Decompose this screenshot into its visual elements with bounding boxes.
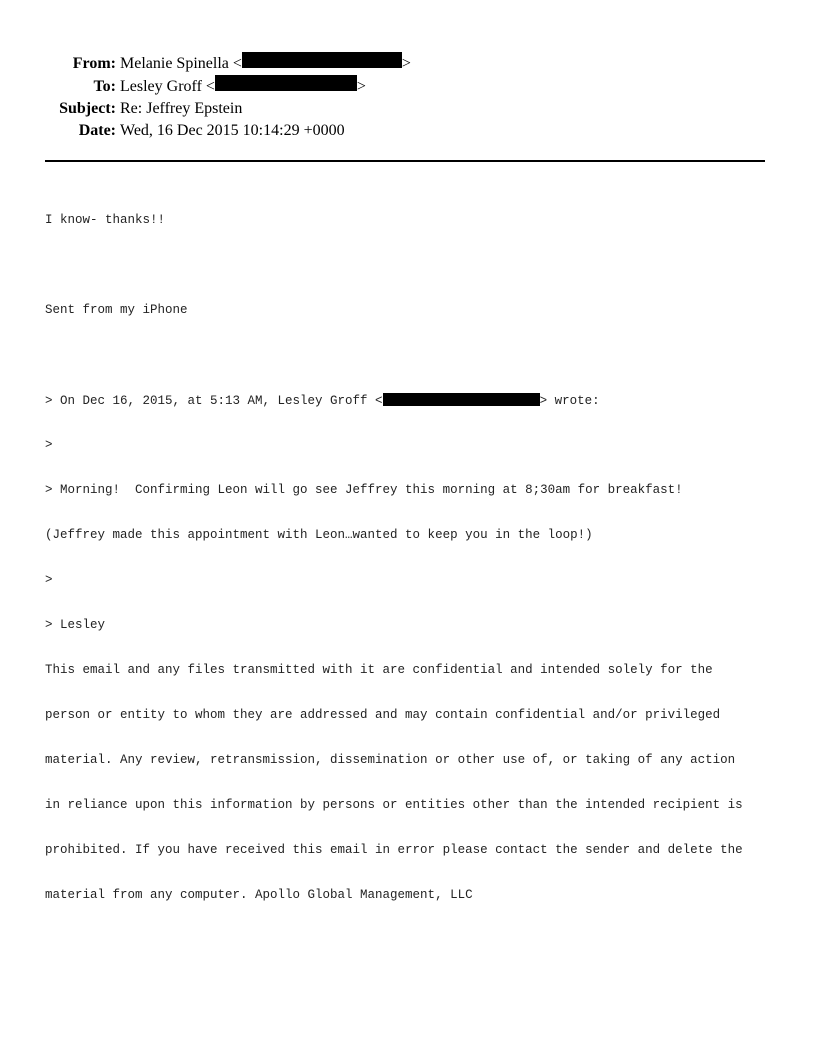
from-email-redaction [242,52,402,68]
from-name: Melanie Spinella < [120,55,242,72]
quote-intro-before: > On Dec 16, 2015, at 5:13 AM, Lesley Groff < [45,394,383,408]
quote-email-redaction [383,393,540,406]
to-email-redaction [215,75,357,91]
quote-signature: > Lesley [45,618,106,632]
email-header [0,52,411,142]
signature-sent-from: Sent from my iPhone [45,303,188,317]
date-value: Wed, 16 Dec 2015 10:14:29 +0000 [120,122,345,139]
header-divider [45,160,765,162]
disclaimer-line: material. Any review, retransmission, dissemination or other use of, or taking of any action [45,753,736,767]
to-name: Lesley Groff < [120,78,215,95]
quote-line: (Jeffrey made this appointment with Leon…wanted to keep you in the loop!) [45,528,593,542]
quote-line: > Morning! Confirming Leon will go see Jeffrey this morning at 8;30am for breakfast! [45,483,683,497]
disclaimer-line: person or entity to whom they are addressed and may contain confidential and/or privileged [45,708,721,722]
to-close-bracket: > [356,78,366,95]
disclaimer-line: material from any computer. Apollo Global Management, LLC [45,888,473,902]
quote-blank: > [45,573,53,587]
quote-intro [45,393,785,408]
to-label: To: [93,78,116,95]
blank-line [45,348,785,363]
disclaimer-line: This email and any files transmitted with it are confidential and intended solely for the [45,663,713,677]
subject-row [0,98,411,120]
blank-line [45,258,785,273]
email-body [45,183,785,918]
quote-intro-after: > wrote: [539,394,600,408]
to-row [0,75,411,98]
from-label: From: [72,55,116,72]
from-row [0,52,411,75]
disclaimer-line: prohibited. If you have received this email in error please contact the sender and delete the [45,843,743,857]
date-row [0,120,411,142]
subject-value: Re: Jeffrey Epstein [120,100,243,117]
reply-text: I know- thanks!! [45,213,166,227]
quote-blank: > [45,438,53,452]
subject-label: Subject: [59,100,116,117]
date-label: Date: [78,122,116,139]
from-close-bracket: > [401,55,411,72]
disclaimer-line: in reliance upon this information by persons or entities other than the intended recipient is [45,798,743,812]
